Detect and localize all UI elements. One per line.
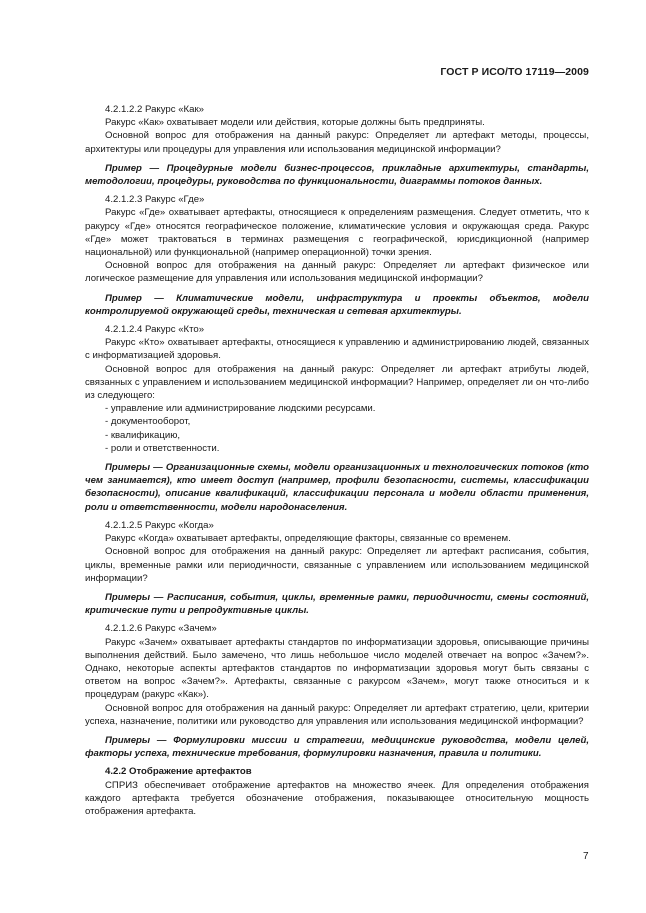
body-paragraph: Основной вопрос для отображения на данный ракурс: Определяет ли артефакт физическое или логическое размещение для управления или использования медицинской информации? [85,260,589,285]
document-body [85,100,589,818]
example-paragraph: Пример — Процедурные модели бизнес-процессов, прикладные архитектуры, стандарты, методологии, процедуры, руководства по функциональности, диаграммы потоков данных. [85,162,589,188]
body-paragraph: Основной вопрос для отображения на данный ракурс: Определяет ли артефакт стратегию, цели, критерии успеха, назначение, политики или руководство для управления или использования медицинской информации? [85,702,589,727]
body-paragraph: Основной вопрос для отображения на данный ракурс: Определяет ли артефакт методы, процессы, архитектуры или процедуры для управления или использования медицинской информации? [85,130,589,155]
body-paragraph: Ракурс «Зачем» охватывает артефакты стандартов по информатизации здоровья, описывающие причины выполнения действий. Было замечено, что лишь небольшое число моделей отвечает на вопрос «Зачем?». Однако, некоторые аспекты артефактов стандартов по информатизации здоровья могут быть связаны с ответом на вопрос «Зачем?». Артефакты, связанные с ракурсом «Зачем», могут также относиться и к процедурам (ракурс «Как»). [85,636,589,701]
example-paragraph: Пример — Климатические модели, инфраструктура и проекты объектов, модели контролируемой окружающей среды, техническая и сетевая архитектуры. [85,292,589,317]
subsection-heading: 4.2.1.2.5 Ракурс «Когда» [105,519,214,531]
example-paragraph: Примеры — Расписания, события, циклы, временные рамки, периодичности, смены состояний, критические пути и репродуктивные циклы. [85,591,589,617]
body-paragraph: Ракурс «Кто» охватывает артефакты, относящиеся к управлению и администрированию людей, связанных с информатизацией здоровья. [85,337,589,362]
body-paragraph: Ракурс «Как» охватывает модели или действия, которые должны быть предприняты. [105,117,485,129]
subsection-heading: 4.2.1.2.2 Ракурс «Как» [105,104,205,115]
subsection-heading: 4.2.1.2.6 Ракурс «Зачем» [105,623,217,635]
list-item: - управление или администрирование людскими ресурсами. [105,403,376,415]
example-paragraph: Примеры — Формулировки миссии и стратегии, медицинские руководства, модели целей, факторы успеха, технические требования, формулировки назначения, правила и политики. [85,734,589,760]
list-item: - документооборот, [105,416,191,428]
example-paragraph: Примеры — Организационные схемы, модели организационных и технологических потоков (кто чем занимается), кто имеет доступ (например, профили безопасности, системы, классификации безопасности), описание квалификаций, классификации персонала и модели области применения, роли и ответственности, модели народонаселения. [85,462,589,513]
document-header: ГОСТ Р ИСО/ТО 17119—2009 [440,66,589,78]
body-paragraph: СПРИЗ обеспечивает отображение артефактов на множество ячеек. Для определения отображения каждого артефакта требуется обозначение отображения, показывающее относительную мощность отображения артефакта. [85,779,589,817]
body-paragraph: Основной вопрос для отображения на данный ракурс: Определяет ли артефакт атрибуты людей, связанных с управлением и использованием медицинской информации? Например, определяет ли он что-либо из следующего: [85,363,589,402]
body-paragraph: Ракурс «Когда» охватывает артефакты, определяющие факторы, связанные со временем. [105,533,511,545]
list-item: - роли и ответственности. [105,442,220,454]
subsection-heading: 4.2.1.2.3 Ракурс «Где» [105,194,205,206]
body-paragraph: Основной вопрос для отображения на данный ракурс: Определяет ли артефакт расписания, события, циклы, временные рамки или периодичности, связанные с управлением или использованием медицинской информации? [85,546,589,584]
section-heading: 4.2.2 Отображение артефактов [105,766,252,778]
page-number: 7 [583,851,589,862]
subsection-heading: 4.2.1.2.4 Ракурс «Кто» [105,324,205,336]
list-item: - квалификацию, [105,429,181,441]
body-paragraph: Ракурс «Где» охватывает артефакты, относящиеся к определениям размещения. Следует отметить, что к ракурсу «Где» относятся географическое положение, климатические условия и окружающая среда. Ракурс «Где» может трактоваться в терминах размещения с географической, юрисдикционной (например национальной) или функциональной (например операционной) точки зрения. [85,207,589,259]
